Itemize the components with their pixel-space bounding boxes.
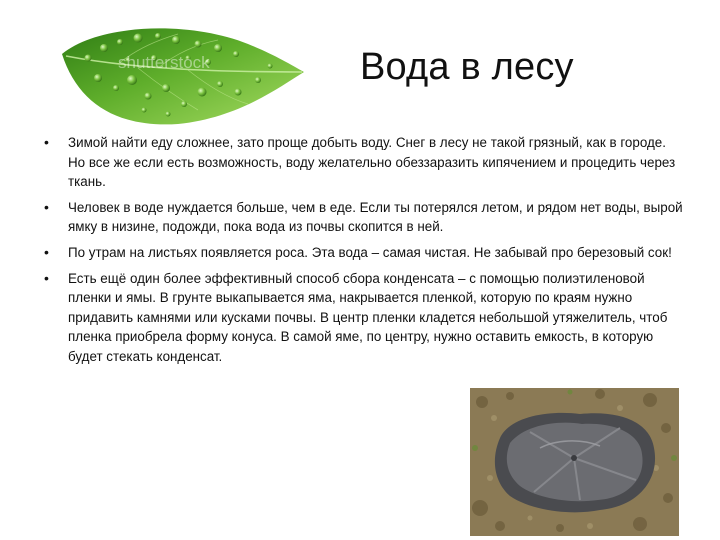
slide-title: Вода в лесу bbox=[360, 46, 574, 88]
leaf-image bbox=[58, 18, 308, 130]
bullet-item bbox=[44, 269, 684, 367]
bullet-item bbox=[44, 133, 684, 192]
bullet-marker: • bbox=[44, 198, 49, 215]
bullet-marker: • bbox=[44, 134, 49, 150]
bullet-marker: • bbox=[44, 243, 49, 260]
bullet-text: Есть ещё один более эффективный способ сбора конденсата – с помощью полиэтиленовой пленки и ямы. В грунте выкапывается яма, накрывается пленкой, которую по краям нужно придавить камнями или кусками почвы. В центр пленки кладется небольшой утяжелитель, чтоб пленка приобрела форму конуса. В самой яме, по центру, нужно оставить емкость, в которую будет стекать конденсат. bbox=[68, 270, 668, 364]
bullet-text: Зимой найти еду сложнее, зато проще добыть воду. Снег в лесу не такой грязный, как в городе. Но все же если есть возможность, воду желательно обеззаразить кипячением и процедить через ткань. bbox=[68, 135, 676, 190]
bullet-item bbox=[44, 198, 684, 237]
bullet-text: Человек в воде нуждается больше, чем в еде. Если ты потерялся летом, и рядом нет воды, вырой ямку в низине, подожди, пока вода из почвы скопится в ней. bbox=[68, 199, 683, 235]
pit-photo bbox=[470, 388, 679, 536]
leaf-watermark: shutterstock bbox=[118, 53, 210, 72]
bullet-list bbox=[44, 133, 684, 373]
bullet-marker: • bbox=[44, 269, 49, 286]
bullet-text: По утрам на листьях появляется роса. Эта вода – самая чистая. Не забывай про березовый сок! bbox=[68, 244, 672, 260]
bullet-item bbox=[44, 243, 684, 263]
